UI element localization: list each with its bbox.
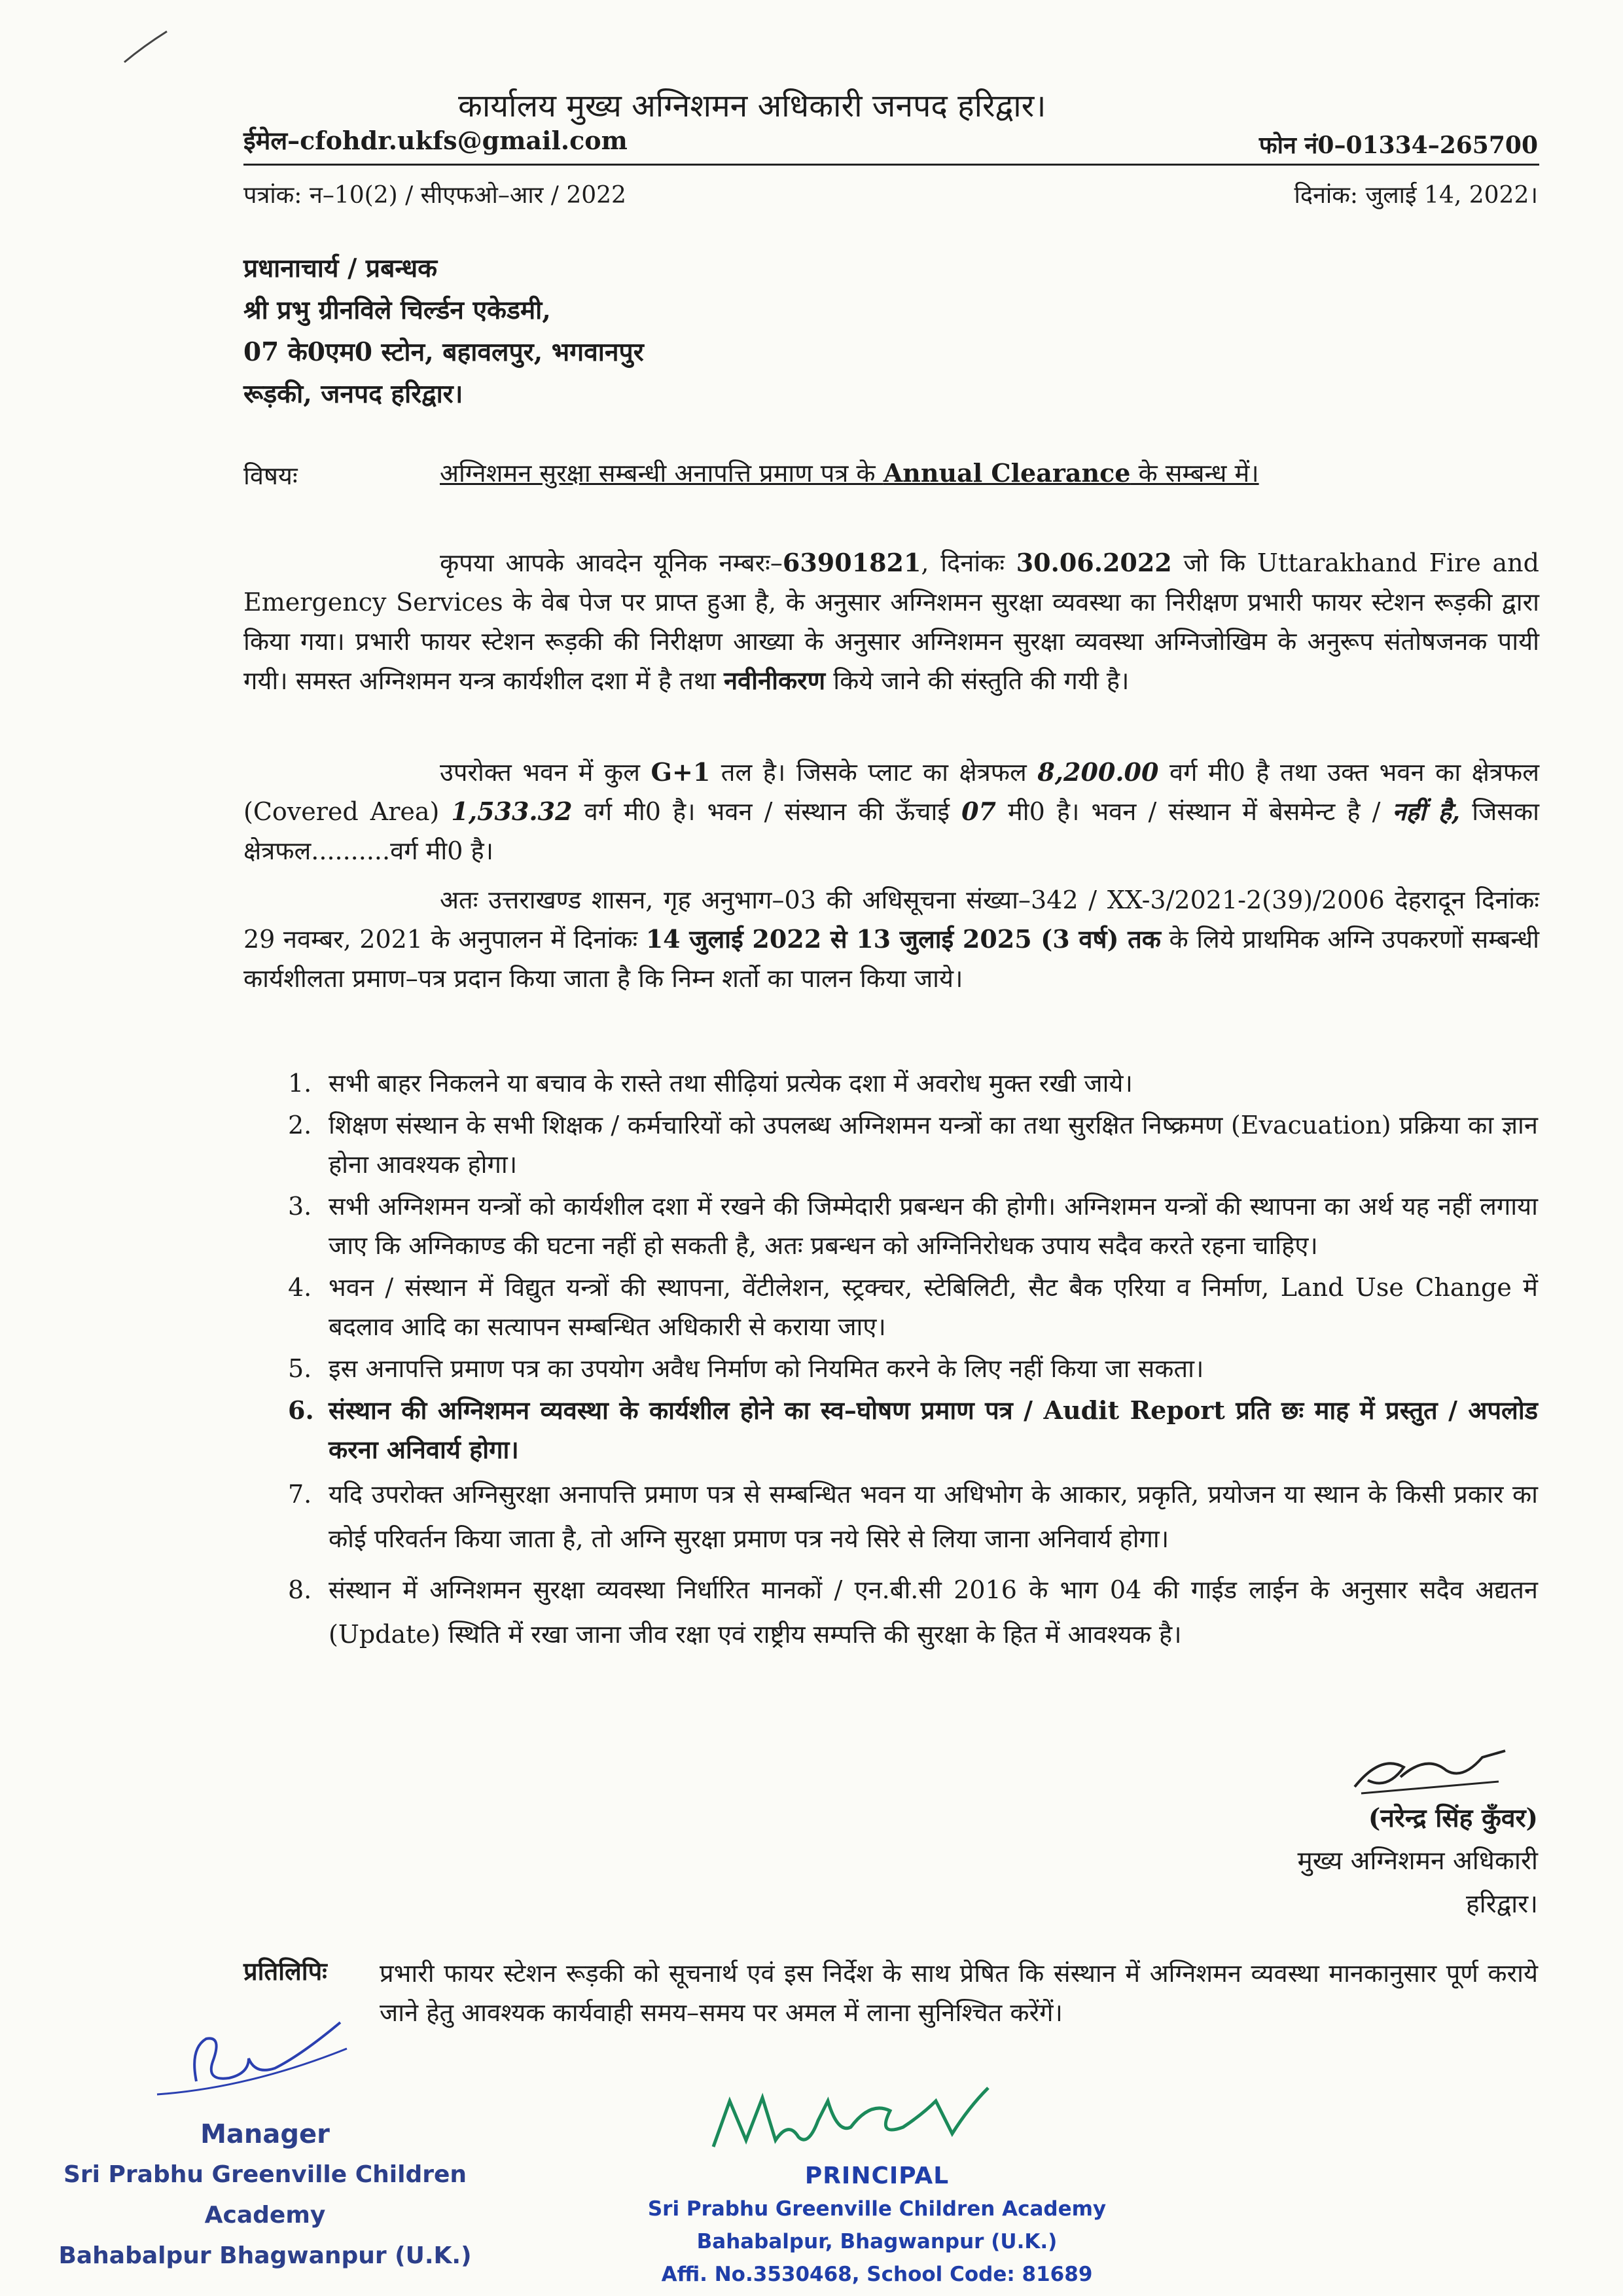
copy-to-label: प्रतिलिपिः	[243, 1956, 327, 1986]
condition-item: 5. इस अनापत्ति प्रमाण पत्र का उपयोग अवैध निर्माण को नियमित करने के लिए नहीं किया जा सकता।	[288, 1354, 1204, 1383]
paragraph-building-details: उपरोक्त भवन में कुल G+1 तल है। जिसके प्लाट का क्षेत्रफल 8,200.00 वर्ग मी0 है तथा उक्त भवन का क्षेत्रफल (Covered Area) 1,533.32 वर्ग मी0 है। भवन / संस्थान की ऊँचाई 07 मी0 है। भवन / संस्थान में बेसमेन्ट है / नहीं है, जिसका क्षेत्रफल..........वर्ग मी0 है।	[243, 757, 1539, 865]
subject-line: अग्निशमन सुरक्षा सम्बन्धी अनापत्ति प्रमाण पत्र के Annual Clearance के सम्बन्ध में।	[440, 458, 1259, 488]
recipient-line-2: श्री प्रभु ग्रीनविले चिर्ल्डन एकेडमी,	[243, 295, 551, 325]
principal-stamp-line-3: Affi. No.3530468, School Code: 81689	[661, 2263, 1093, 2286]
recipient-line-3: 07 के0एम0 स्टोन, बहावलपुर, भगवानपुर	[243, 337, 644, 367]
header-divider	[243, 164, 1539, 166]
principal-stamp-line-1: Sri Prabhu Greenville Children Academy	[647, 2197, 1107, 2221]
copy-to-text: प्रभारी फायर स्टेशन रूड़की को सूचनार्थ एवं इस निर्देश के साथ प्रेषित कि संस्थान में अग्निशमन व्यवस्था मानकानुसार पूर्ण कराये जाने हेतु आवश्यक कार्यवाही समय–समय पर अमल में लाना सुनिश्चित करेंगें।	[380, 1959, 1538, 2027]
paragraph-inspection: कृपया आपके आवदेन यूनिक नम्बरः–63901821, दिनांकः 30.06.2022 जो कि Uttarakhand Fire and Emergency Services के वेब पेज पर प्राप्त हुआ है, के अनुसार अग्निशमन सुरक्षा व्यवस्था का निरीक्षण प्रभारी फायर स्टेशन रूड़की द्वारा किया गया। प्रभारी फायर स्टेशन रूड़की की निरीक्षण आख्या के अनुसार अग्निशमन सुरक्षा व्यवस्था अग्निजोखिम के अनुरूप संतोषजनक पायी गयी। समस्त अग्निशमन यन्त्र कार्यशील दशा में है तथा नवीनीकरण किये जाने की संस्तुति की गयी है।	[243, 548, 1539, 695]
manager-stamp-line-1: Sri Prabhu Greenville Children Academy	[63, 2161, 467, 2229]
signatory-designation: मुख्य अग्निशमन अधिकारी	[1297, 1846, 1538, 1876]
principal-stamp	[641, 2160, 1113, 2291]
principal-stamp-line-2: Bahabalpur, Bhagwanpur (U.K.)	[696, 2230, 1058, 2253]
signatory-name: (नरेन्द्र सिंह कुँवर)	[1368, 1803, 1538, 1833]
principal-stamp-title: PRINCIPAL	[804, 2162, 950, 2189]
subject-label: विषयः	[243, 461, 298, 490]
office-title: कार्यालय मुख्य अग्निशमन अधिकारी जनपद हरिद्वार।	[458, 88, 1046, 124]
building-height: 07	[961, 797, 996, 826]
conditions-list	[288, 1064, 1538, 1659]
floor-count: G+1	[651, 757, 711, 787]
manager-stamp-line-2: Bahabalpur Bhagwanpur (U.K.)	[58, 2242, 472, 2269]
condition-item: 2. शिक्षण संस्थान के सभी शिक्षक / कर्मचारियों को उपलब्ध अग्निशमन यन्त्रों का तथा सुरक्षित निष्क्रमण (Evacuation) प्रक्रिया का ज्ञान होना आवश्यक होगा।	[288, 1111, 1538, 1179]
condition-item: 6. संस्थान की अग्निशमन व्यवस्था के कार्यशील होने का स्व–घोषण प्रमाण पत्र / Audit Report प्रति छः माह में प्रस्तुत / अपलोड करना अनिवार्य होगा।	[288, 1395, 1538, 1464]
manager-stamp	[10, 2114, 520, 2276]
condition-item: 8. संस्थान में अग्निशमन सुरक्षा व्यवस्था निर्धारित मानकों / एन.बी.सी 2016 के भाग 04 की गाईड लाईन के अनुसार सदैव अद्यतन (Update) स्थिति में रखा जाना जीव रक्षा एवं राष्ट्रीय सम्पत्ति की सुरक्षा के हित में आवश्यक है।	[288, 1575, 1538, 1649]
condition-item: 4. भवन / संस्थान में विद्युत यन्त्रों की स्थापना, वेंटीलेशन, स्ट्रक्चर, स्टेबिलिटी, सैट बैक एरिया व निर्माण, Land Use Change में बदलाव आदि का सत्यापन सम्बन्धित अधिकारी से कराया जाए।	[288, 1273, 1538, 1341]
recipient-line-4: रूड़की, जनपद हरिद्वार।	[243, 379, 463, 409]
paragraph-validity: अतः उत्तराखण्ड शासन, गृह अनुभाग–03 की अधिसूचना संख्या–342 / XX-3/2021-2(39)/2006 देहरादून दिनांकः 29 नवम्बर, 2021 के अनुपालन में दिनांकः 14 जुलाई 2022 से 13 जुलाई 2025 (3 वर्ष) तक के लिये प्राथमिक अग्नि उपकरणों सम्बन्धी कार्यशीलता प्रमाण–पत्र प्रदान किया जाता है कि निम्न शर्तो का पालन किया जाये।	[243, 886, 1539, 993]
recipient-line-1: प्रधानाचार्य / प्रबन्धक	[243, 253, 438, 283]
application-number: 63901821	[782, 548, 921, 577]
covered-area: 1,533.32	[451, 797, 573, 826]
plot-area: 8,200.00	[1037, 757, 1159, 787]
application-date: 30.06.2022	[1016, 548, 1172, 577]
principal-signature	[700, 2075, 1014, 2166]
basement-status: नहीं है,	[1392, 797, 1461, 826]
signatory-block	[1297, 1797, 1538, 1926]
manager-signature	[151, 2003, 360, 2108]
office-email: ईमेल–cfohdr.ukfs@gmail.com	[243, 126, 628, 155]
reference-number: पत्रांक: न–10(2) / सीएफओ–आर / 2022	[243, 182, 626, 209]
letter-date: दिनांक: जुलाई 14, 2022।	[1294, 182, 1538, 209]
corner-pen-mark	[118, 26, 170, 65]
office-phone: फोन नं0–01334–265700	[1258, 132, 1538, 159]
recipient-address	[243, 247, 644, 415]
subject-bold-term: Annual Clearance	[883, 458, 1131, 488]
condition-item: 1. सभी बाहर निकलने या बचाव के रास्ते तथा सीढ़ियां प्रत्येक दशा में अवरोध मुक्त रखी जाये।	[288, 1069, 1133, 1098]
manager-stamp-title: Manager	[200, 2119, 330, 2149]
condition-item: 3. सभी अग्निशमन यन्त्रों को कार्यशील दशा में रखने की जिम्मेदारी प्रबन्धन की होगी। अग्निशमन यन्त्रों की स्थापना का अर्थ यह नहीं लगाया जाए कि अग्निकाण्ड की घटना नहीं हो सकती है, अतः प्रबन्धन को अग्निनिरोधक उपाय सदैव करते रहना चाहिए।	[288, 1192, 1538, 1260]
signatory-place: हरिद्वार।	[1465, 1890, 1538, 1919]
renewal-term: नवीनीकरण	[723, 666, 826, 695]
validity-period: 14 जुलाई 2022 से 13 जुलाई 2025 (3 वर्ष) तक	[645, 924, 1161, 954]
condition-item: 7. यदि उपरोक्त अग्निसुरक्षा अनापत्ति प्रमाण पत्र से सम्बन्धित भवन या अधिभोग के आकार, प्रकृति, प्रयोजन या स्थान के किसी प्रकार का कोई परिवर्तन किया जाता है, तो अग्नि सुरक्षा प्रमाण पत्र नये सिरे से लिया जाना अनिवार्य होगा।	[288, 1480, 1538, 1553]
officer-signature	[1342, 1741, 1525, 1800]
